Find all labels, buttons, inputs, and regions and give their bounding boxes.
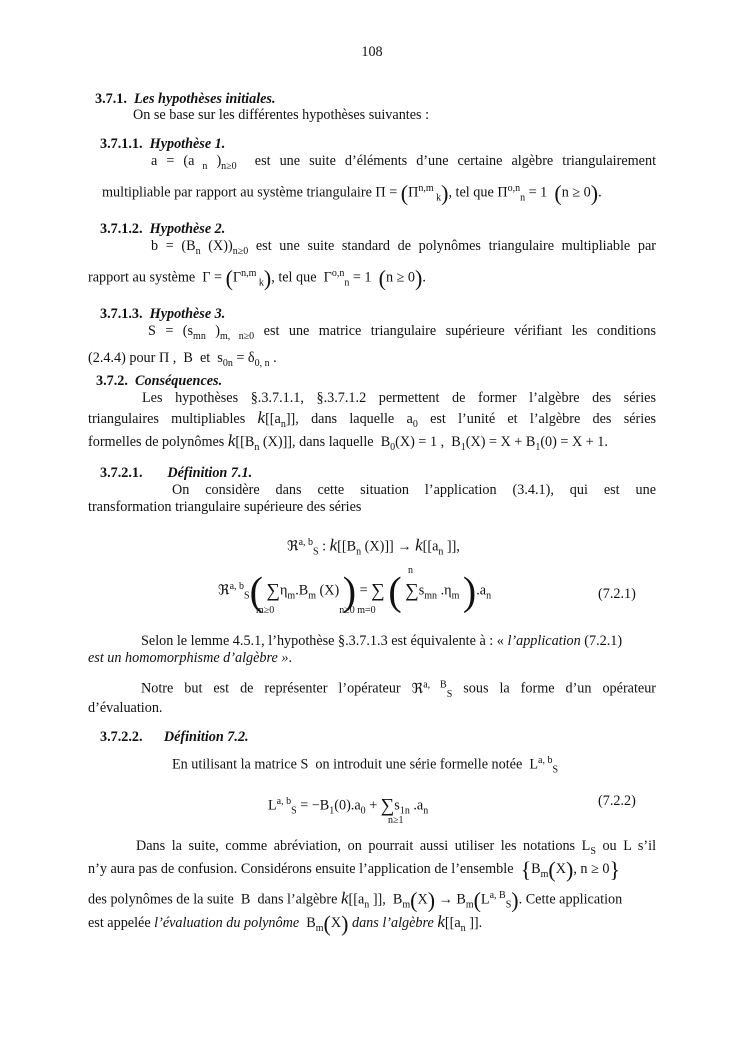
paragraph: Notre but est de représenter l’opérateur ℜ$^{a, B}_S$ sous la forme d’un opérateur — [141, 679, 657, 700]
paragraph: a = (a $_n$ )$_{n\ge 0}$ est une suite d’éléments d’une certaine algèbre triangulairement — [151, 153, 657, 172]
paragraph: est appelée l’évaluation du polynôme $B_m(X)$ dans l’algèbre $k[[a_n$ ]]. — [88, 911, 483, 936]
paragraph: est un homomorphisme d’algèbre ». — [88, 650, 292, 666]
subsection-heading: 3.7.1.2. Hypothèse 2. — [100, 221, 226, 237]
paragraph: Les hypothèses §.3.7.1.1, §.3.7.1.2 permettent de former l’algèbre des séries — [142, 390, 656, 406]
equation-subscripts: m≥0 n≥0 m=0 — [256, 605, 376, 616]
section-heading: 3.7.2. Conséquences. — [96, 373, 223, 389]
paragraph: On se base sur les différentes hypothèses suivantes : — [133, 107, 430, 123]
paragraph: d’évaluation. — [88, 700, 163, 716]
paragraph: rapport au système $\Gamma = (\Gamma^{n,m}$ $_k$), tel que Γ$^{o,n}_n$ = 1 (n ≥ 0). — [88, 265, 426, 291]
paragraph: n’y aura pas de confusion. Considérons ensuite l’application de l’ensemble {$B_m(X)$, n ≥ 0} — [88, 857, 621, 882]
paragraph: Dans la suite, comme abréviation, on pourrait aussi utiliser les notations $L_S$ ou L s’il — [136, 838, 657, 857]
paragraph: (2.4.4) pour Π , B et $s_{0n} = \delta_{0, n}$ . — [88, 350, 277, 369]
paragraph: multipliable par rapport au système triangulaire $\Pi = (\Pi^{n,m}$ $_k$), tel que Π$^{o,n}_n$ = 1 (n ≥ 0). — [102, 180, 602, 206]
subsection-heading: 3.7.2.2. Définition 7.2. — [100, 729, 249, 745]
equation: $L^{a, b}_S = -B_1(0).a_0 + \sum s_{1n}$ $.a_n$ — [268, 795, 429, 817]
subsection-heading: 3.7.2.1. Définition 7.1. — [100, 465, 253, 481]
section-heading: 3.7.1. Les hypothèses initiales. — [95, 91, 276, 107]
paragraph: $S = (s_{mn}$ )$_{m, n\ge 0}$ est une matrice triangulaire supérieure vérifiant les conditions — [148, 323, 656, 342]
paragraph: $b = (B_n$ $(X))_{n\ge 0}$ est une suite standard de polynômes triangulaire multipliable par — [151, 238, 657, 257]
equation: ℜ$^{a, b}_S$ : $k[[B_n$ $(X)]] \to k[[a_n$ ]], — [287, 535, 460, 558]
equation-number: (7.2.2) — [598, 793, 636, 809]
paragraph: En utilisant la matrice S on introduit une série formelle notée L$^{a, b}_S$ — [172, 755, 559, 776]
paragraph: Selon le lemme 4.5.1, l’hypothèse §.3.7.1.3 est équivalente à : « l’application (7.2.1) — [141, 633, 623, 649]
paragraph: des polynômes de la suite B dans l’algèbre $k[[a_n$ ]], $B_m(X) \to B_m(L^{a, B}_S)$. Cette application — [88, 887, 623, 913]
subsection-heading: 3.7.1.1. Hypothèse 1. — [100, 136, 226, 152]
paragraph: formelles de polynômes $k[[B_n$ (X)]], dans laquelle $B_0(X) = 1$ , $B_1(X) = X + B_1(0) = X + 1$. — [88, 431, 608, 453]
paragraph: transformation triangulaire supérieure des séries — [88, 499, 362, 515]
paragraph: triangulaires multipliables $k[[a_n]]$, dans laquelle $a_0$ est l’unité et l’algèbre des séries — [88, 408, 657, 430]
page-number: 108 — [361, 44, 383, 60]
equation-number: (7.2.1) — [598, 586, 636, 602]
paragraph: On considère dans cette situation l’application (3.4.1), qui est une — [172, 482, 656, 498]
equation-superscript: n — [408, 565, 413, 576]
subsection-heading: 3.7.1.3. Hypothèse 3. — [100, 306, 226, 322]
equation: ℜ$^{a, b}_S$( $\sum\eta_m.B_m$ (X) ) = ∑ ( $\sum s_{mn}$ $.\eta_m$ )$.a_n$ — [218, 568, 492, 614]
equation-subscripts: n≥1 — [388, 815, 404, 826]
